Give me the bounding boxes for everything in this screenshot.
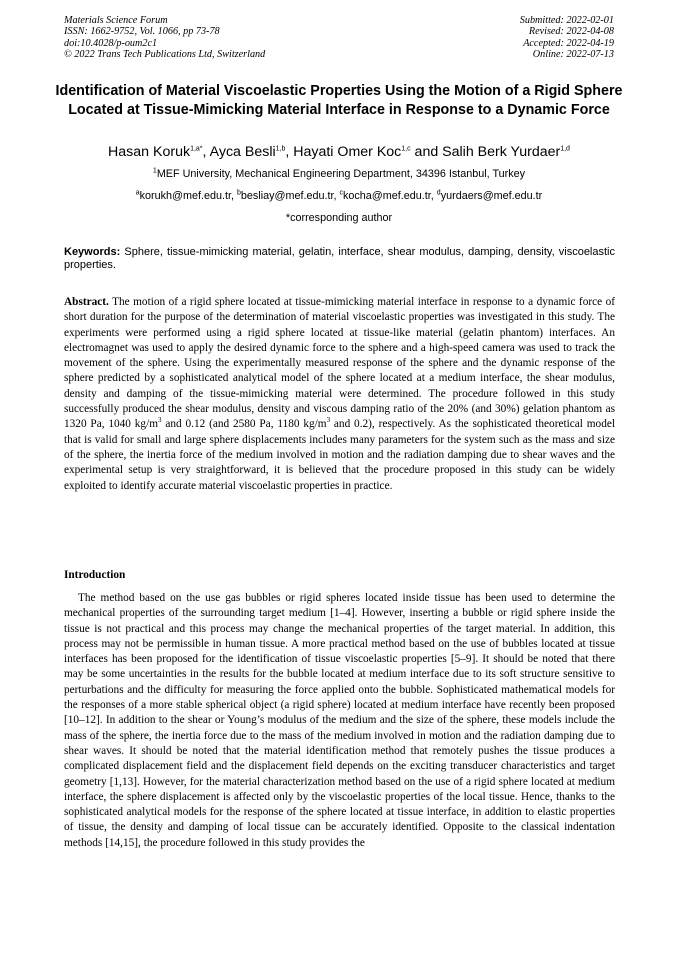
email-separator: ,: [333, 190, 340, 202]
journal-header-right: [520, 15, 614, 61]
abstract-text: The motion of a rigid sphere located at tissue-mimicking material interface in response to a dynamic force of short duration for the purpose of the determination of material viscoelastic properties was investigated in this study. The experiments were performed using a rigid sphere located at tissue-like material (gelatin phantom) interfaces. An electromagnet was used to apply the desired dynamic force to the sphere and a high-speed camera was used to track the movement of the sphere. Using the experimentally measured response of the sphere and the dynamic response of the sphere predicted by a sophisticated analytical model of the sphere located at a medium interface, the shear modulus, density and damping of the tissue-mimicking material were determined. The procedure followed in this study successfully produced the shear modulus, density and viscous damping ratio of the 20% (and 30%) gelation phantom as 1320 Pa, 1040 kg/m: [64, 296, 615, 431]
author-affiliation-mark: 1,a*: [190, 145, 203, 153]
corresponding-author-note: *corresponding author: [285, 212, 393, 224]
email-mark: d: [436, 189, 441, 197]
email-address: yurdaers@mef.edu.tr: [440, 190, 543, 202]
email-mark: c: [339, 189, 343, 197]
author-list: [30, 143, 648, 161]
author-name: Salih Berk Yurdaer: [442, 144, 561, 160]
abstract-superscript: 3: [326, 416, 331, 425]
abstract-superscript: 3: [158, 416, 162, 425]
paper-title: Identification of Material Viscoelastic Properties Using the Motion of a Rigid Sphere Located at Tissue-Mimicking Material Interface in Response to a Dynamic Force: [55, 83, 623, 118]
email-separator: ,: [231, 190, 237, 202]
affiliation-mark: 1: [152, 167, 157, 175]
abstract-text: and 0.12 (and 2580 Pa, 1180 kg/m: [161, 418, 327, 431]
online-date: Online: 2022-07-13: [532, 49, 614, 61]
copyright: © 2022 Trans Tech Publications Ltd, Switzerland: [64, 49, 266, 61]
journal-header-left: [64, 15, 265, 61]
author-name: Ayca Besli: [209, 144, 276, 160]
abstract-label: Abstract.: [64, 296, 109, 308]
author-separator: ,: [285, 144, 294, 160]
email-address: besliay@mef.edu.tr: [240, 190, 334, 202]
keywords-text: Sphere, tissue-mimicking material, gelatin, interface, shear modulus, damping, density, viscoelastic properties.: [64, 246, 615, 272]
affiliation: [30, 167, 648, 181]
author-name: Hayati Omer Koc: [293, 144, 402, 160]
email-mark: b: [237, 189, 241, 197]
abstract-section: [64, 295, 615, 494]
introduction-heading: Introduction: [64, 569, 126, 581]
issn-volume: ISSN: 1662-9752, Vol. 1066, pp 73-78: [64, 26, 220, 38]
author-affiliation-mark: 1,d: [560, 145, 570, 153]
author-separator: and: [410, 144, 443, 160]
author-separator: ,: [202, 144, 210, 160]
keywords-label: Keywords:: [64, 246, 121, 258]
doi: doi:10.4028/p-oum2c1: [64, 37, 158, 49]
journal-name: Materials Science Forum: [64, 15, 168, 26]
revised-date: Revised: 2022-04-08: [528, 26, 614, 38]
email-mark: a: [135, 189, 140, 197]
introduction-paragraph: The method based on the use gas bubbles or rigid spheres located inside tissue has been used to determine the mechanical properties of the surrounding target medium [1–4]. However, inserting a bubble or rigid sphere inside the tissue is not practical and this process may change the mechanical properties of the target material. In addition, this process may not be permissible in human tissue. A more practical method based on the use of bubbles located at tissue interfaces has been proposed for the identification of tissue viscoelastic properties [5–9]. It should be noted that there may be some uncertainties in the results for the bubble located at medium interface due to its soft structure sensitive to perturbations and the difficulty for measuring the force applied onto the bubble. Sophisticated mathematical models for the responses of a more stable spherical object (a rigid sphere) located at medium interface have recently been proposed [10–12]. In addition to the shear or Young’s modulus of the medium and the size of the sphere, these models include the mass of the sphere, the inertia force due to the mass of the medium involved in motion and the radiation damping due to shear waves. It should be noted that the material identification method that remotely pushes the tissue produces a complicated displacement field and the displacement field depends on the exciting transducer characteristics and target geometry [1,13]. However, for the material characterization method based on the use of a rigid sphere located at medium interface, the sphere displacement is affected only by the viscoelastic properties of the local tissue. Hence, thanks to the sophisticated analytical models for the response of the sphere located at tissue interface, in addition to elastic properties of tissue, the density and damping of local tissue can be accurately identified. Opposite to the classical indentation methods [14,15], the procedure followed in this study provides the: [64, 592, 615, 849]
abstract-text: and 0.2), respectively. As the sophisticated theoretical model that is valid for small and large sphere displacements includes many parameters for the system such as the mass and size of the sphere, the inertia force of the medium involved in motion and the radiation damping due to shear waves and the experimental setup is very straightforward, it is believed that the procedure proposed in this study can be widely exploited to identify accurate material viscoelastic properties in practice.: [64, 418, 615, 492]
affiliation-text: MEF University, Mechanical Engineering Department, 34396 Istanbul, Turkey: [156, 168, 526, 180]
email-address: kocha@mef.edu.tr: [343, 190, 431, 202]
author-name: Hasan Koruk: [108, 144, 191, 160]
email-separator: ,: [430, 190, 437, 202]
email-list: [30, 189, 648, 203]
submitted-date: Submitted: 2022-02-01: [519, 15, 614, 26]
author-affiliation-mark: 1,c: [401, 145, 411, 153]
keywords-section: [64, 246, 615, 273]
accepted-date: Accepted: 2022-04-19: [523, 37, 614, 49]
email-address: korukh@mef.edu.tr: [139, 190, 231, 202]
author-affiliation-mark: 1,b: [275, 145, 286, 153]
